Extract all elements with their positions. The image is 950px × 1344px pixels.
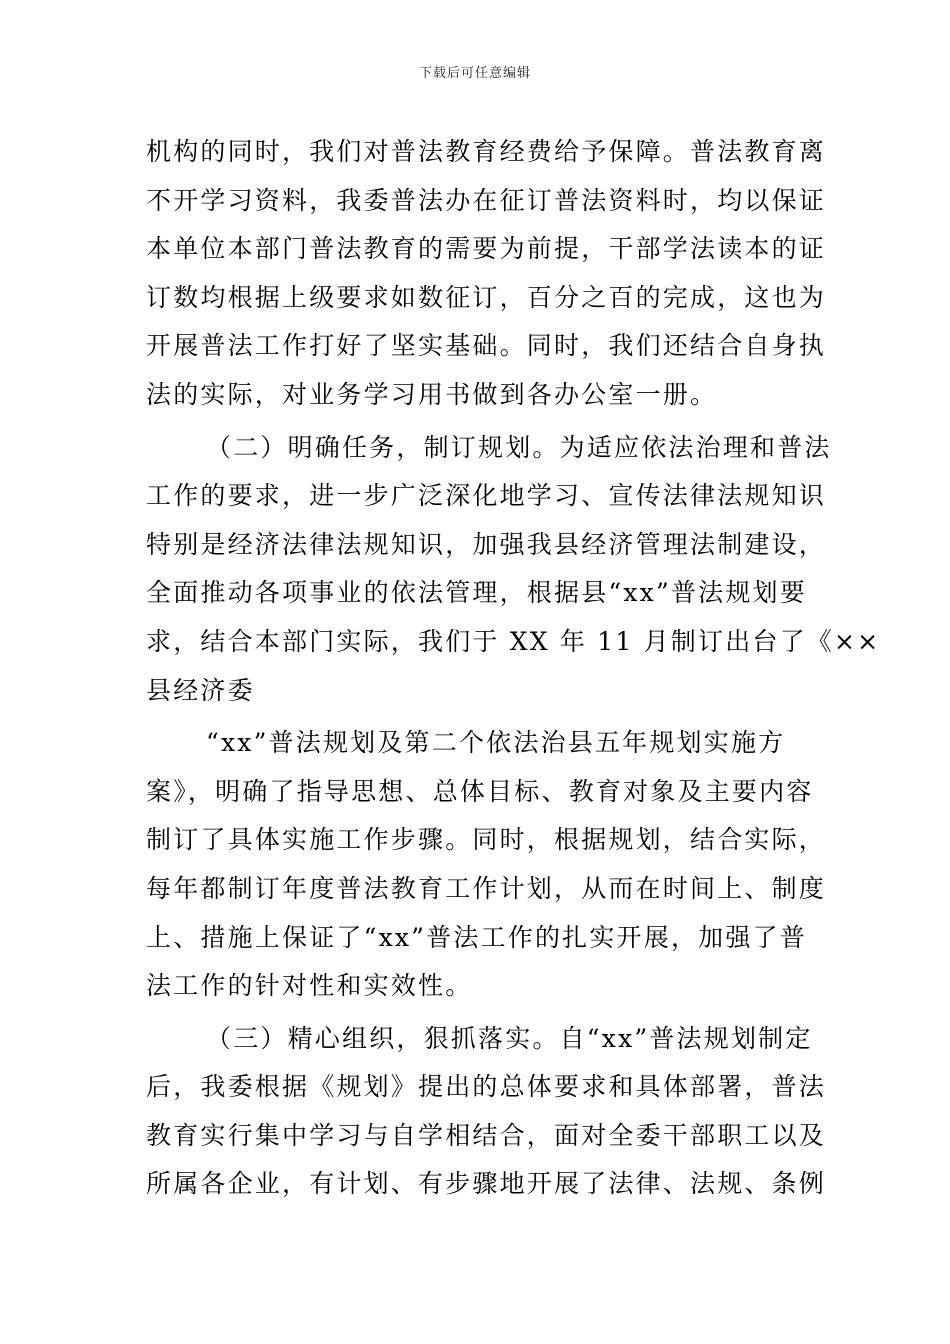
text-line: 县经济委 [146, 675, 255, 705]
paragraph [146, 128, 827, 420]
text-line: （三）精心组织，狠抓落实。自“xx”普法规划制定 [206, 1023, 813, 1053]
text-line: （二）明确任务，制订规划。为适应依法治理和普法 [206, 432, 832, 462]
text-line: 法的实际，对业务学习用书做到各办公室一册。 [146, 379, 718, 409]
text-line: 所属各企业，有计划、有步骤地开展了法律、法规、条例 [146, 1169, 827, 1199]
text-line: 特别是经济法律法规知识，加强我县经济管理法制建设， [146, 529, 827, 559]
paragraph [146, 719, 827, 1011]
text-line: 机构的同时，我们对普法教育经费给予保障。普法教育离 [146, 137, 827, 166]
text-line: 本单位本部门普法教育的需要为前提，干部学法读本的证 [146, 234, 827, 264]
text-line: 求，结合本部门实际，我们于 XX 年 11 月制订出台了《×× [146, 626, 881, 656]
text-line: 订数均根据上级要求如数征订，百分之百的完成，这也为 [146, 282, 827, 312]
text-line: 开展普法工作打好了坚实基础。同时，我们还结合自身执 [146, 331, 827, 361]
text-line: 不开学习资料，我委普法办在征订普法资料时，均以保证 [146, 185, 827, 215]
text-line: 后，我委根据《规划》提出的总体要求和具体部署，普法 [146, 1072, 827, 1102]
text-line: 上、措施上保证了“xx”普法工作的扎实开展，加强了普 [146, 922, 807, 952]
text-line: 教育实行集中学习与自学相结合，面对全委干部职工以及 [146, 1120, 827, 1150]
text-line: “xx”普法规划及第二个依法治县五年规划实施方 [206, 728, 786, 758]
page-header: 下载后可任意编辑 [418, 66, 531, 81]
text-line: 法工作的针对性和实效性。 [146, 971, 473, 1001]
text-line: 案》，明确了指导思想、总体目标、教育对象及主要内容 [146, 776, 814, 806]
document-body [146, 128, 881, 1209]
text-line: 制订了具体实施工作步骤。同时，根据规划，结合实际， [146, 825, 827, 855]
paragraph [146, 1015, 827, 1209]
paragraph [146, 424, 881, 716]
text-line: 全面推动各项事业的依法管理，根据县“xx”普法规划要 [146, 578, 807, 608]
text-line: 工作的要求，进一步广泛深化地学习、宣传法律法规知识 [146, 481, 827, 511]
text-line: 每年都制订年度普法教育工作计划，从而在时间上、制度 [146, 873, 827, 903]
